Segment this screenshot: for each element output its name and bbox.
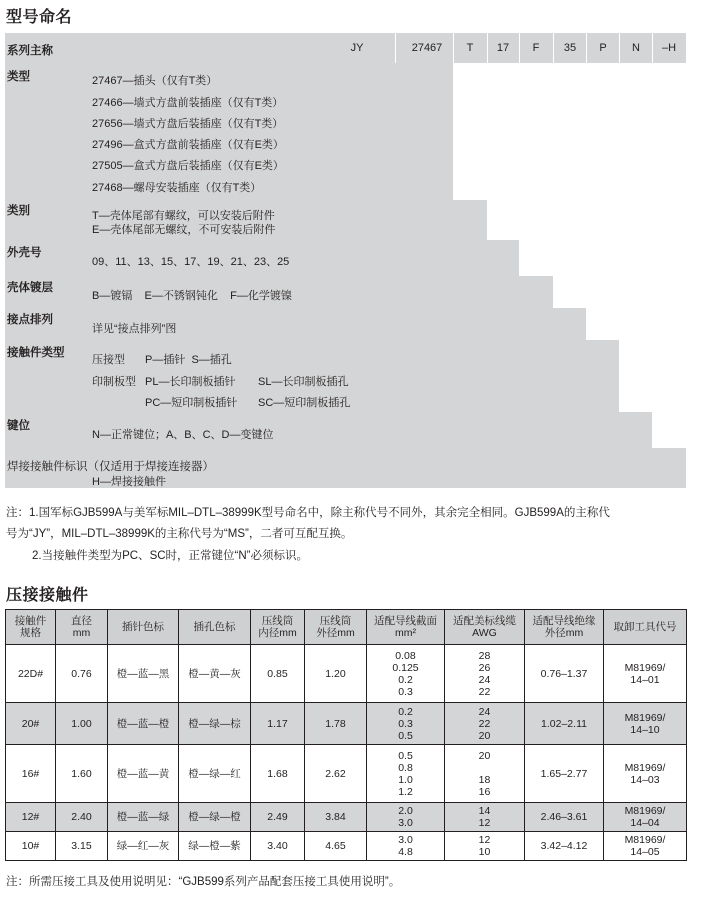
row-label-shell: 外壳号 [7,247,42,259]
cell-socket-color: 绿—橙—紫 [179,832,251,861]
cell-tool [604,832,687,861]
cell-awg-line: 28 [478,649,491,662]
table-row [6,832,687,861]
class-option: E—壳体尾部无螺纹，不可安装后附件 [92,224,276,236]
key-options: N—正常键位；A、B、C、D—变键位 [92,429,274,441]
cell-wire-section-line: 0.5 [398,749,413,762]
cell-awg-line: 10 [478,846,491,858]
code-divider [652,33,653,63]
class-option: T—壳体尾部有螺纹，可以安装后附件 [92,210,275,222]
cell-wire-section-line: 3.0 [398,834,413,846]
cell-awg-line: 22 [478,717,491,730]
header-line: 接触件 [14,615,47,627]
cell-wire-section-line: 2.0 [398,805,413,817]
code-divider [619,33,620,63]
cell-socket-color: 橙—黄—灰 [179,645,251,703]
cell-diameter: 0.76 [56,645,108,703]
cell-tool-line: 14–04 [630,817,660,829]
cell-barrel-inner: 1.68 [251,745,305,803]
header-socket-color: 插孔色标 [179,610,251,645]
header-line: 外径mm [316,627,355,639]
cell-barrel-inner: 1.17 [251,703,305,745]
cell-barrel-inner: 3.40 [251,832,305,861]
cell-wire-section-line: 0.8 [398,761,413,774]
code-key: N [632,42,640,54]
cell-awg [445,645,525,703]
cell-barrel-outer: 4.65 [305,832,367,861]
cell-awg-line: 16 [478,785,491,798]
code-divider [586,33,587,63]
crimp-note: 注：所需压接工具及使用说明见：“GJB599系列产品配套压接工具使用说明”。 [6,876,401,888]
cell-tool-line: 14–05 [630,846,660,858]
type-option: 27496—盒式方盘前装插座（仅有E类） [92,139,284,151]
contact-sc: SC—短印制板插孔 [258,397,351,409]
type-option: 27656—墙式方盘后装插座（仅有T类） [92,118,284,130]
code-divider [553,33,554,63]
cell-insulation: 0.76–1.37 [525,645,604,703]
naming-heading: 型号命名 [6,9,73,26]
contact-pcb-label: 印制板型 [92,376,136,388]
header-spec [6,610,56,645]
code-arrangement: 35 [563,42,577,54]
header-line: 适配导线截面 [374,615,437,627]
naming-note-2: 2.当接触件类型为PC、SC时，正常键位“N”必须标识。 [32,550,309,562]
cell-wire-section-line: 0.125 [392,661,419,674]
header-wire-section [367,610,445,645]
cell-awg-line: 12 [478,817,491,829]
cell-pin-color: 绿—红—灰 [108,832,179,861]
row-label-plating: 壳体镀层 [7,282,53,294]
cell-diameter: 1.00 [56,703,108,745]
row-label-key: 键位 [7,420,30,432]
code-type: 27467 [411,42,443,54]
cell-barrel-outer: 2.62 [305,745,367,803]
cell-awg-line: 20 [478,749,491,762]
header-line: 适配美标线缆 [453,615,516,627]
cell-insulation: 3.42–4.12 [525,832,604,861]
header-line: 规格 [20,627,41,639]
cell-wire-section-line: 0.5 [398,729,413,742]
table-row [6,745,687,803]
cell-insulation: 2.46–3.61 [525,803,604,832]
cell-wire-section-line: 1.0 [398,773,413,786]
cell-awg-line: 24 [478,705,491,718]
header-line: mm² [395,627,416,639]
arrangement-ref: 详见“接点排列”图 [92,323,177,335]
code-divider [519,33,520,63]
cell-spec: 12# [6,803,56,832]
cell-tool [604,745,687,803]
header-line: 压线筒 [261,615,294,627]
contact-crimp-options: P—插针 S—插孔 [145,354,232,366]
type-option: 27467—插头（仅有T类） [92,75,218,87]
table-row [6,645,687,703]
cell-pin-color: 橙—蓝—橙 [108,703,179,745]
code-class: T [466,42,474,54]
header-barrel-inner [251,610,305,645]
table-header-row [6,610,687,645]
header-barrel-outer [305,610,367,645]
naming-note-1-cont: 号为“JY”，MIL–DTL–38999K的主称代号为“MS”，二者可互配互换。 [6,528,353,540]
crimp-heading: 压接接触件 [6,587,89,604]
table-row [6,803,687,832]
cell-tool-line: 14–01 [630,673,660,686]
cell-pin-color: 橙—蓝—黄 [108,745,179,803]
header-line: 内径mm [258,627,297,639]
cell-awg-line: 18 [478,773,491,786]
cell-wire-section-line: 4.8 [398,846,413,858]
row-label-contact: 接触件类型 [7,347,65,359]
cell-awg [445,703,525,745]
cell-tool-line: M81969/ [624,711,666,724]
cell-awg [445,832,525,861]
cell-insulation: 1.02–2.11 [525,703,604,745]
header-tool: 取卸工具代号 [604,610,687,645]
cell-wire-section-line: 0.2 [398,673,413,686]
cell-wire-section [367,645,445,703]
solder-option: H—焊接接触件 [92,476,166,488]
type-option: 27505—盒式方盘后装插座（仅有E类） [92,160,284,172]
header-line: 外径mm [544,627,584,639]
header-line: AWG [472,627,497,639]
cell-awg-line: 12 [478,834,491,846]
header-line: mm [72,627,91,639]
cell-barrel-inner: 0.85 [251,645,305,703]
cell-socket-color: 橙—绿—棕 [179,703,251,745]
header-line: 适配导线绝缘 [532,615,596,627]
cell-tool-line: 14–10 [630,723,660,736]
cell-spec: 22D# [6,645,56,703]
cell-spec: 10# [6,832,56,861]
cell-awg-line: 24 [478,673,491,686]
cell-socket-color: 橙—绿—橙 [179,803,251,832]
cell-wire-section-line: 0.3 [398,685,413,698]
contact-sl: SL—长印制板插孔 [258,376,349,388]
table-body [6,645,687,861]
cell-barrel-outer: 1.20 [305,645,367,703]
header-line: 直径 [71,615,92,627]
cell-barrel-outer: 1.78 [305,703,367,745]
cell-tool-line: M81969/ [624,761,666,774]
cell-barrel-inner: 2.49 [251,803,305,832]
cell-barrel-outer: 3.84 [305,803,367,832]
cell-insulation: 1.65–2.77 [525,745,604,803]
cell-spec: 20# [6,703,56,745]
cell-wire-section [367,803,445,832]
cell-wire-section-line: 0.08 [395,649,416,662]
cell-awg-line: 20 [478,729,491,742]
cell-wire-section [367,703,445,745]
header-diameter [56,610,108,645]
row-label-solder: 焊接接触件标识（仅适用于焊接连接器） [7,461,214,473]
cell-awg-line: 26 [478,661,491,674]
shell-sizes: 09、11、13、15、17、19、21、23、25 [92,256,290,268]
cell-diameter: 2.40 [56,803,108,832]
code-divider [487,33,488,63]
cell-socket-color: 橙—绿—红 [179,745,251,803]
cell-diameter: 1.60 [56,745,108,803]
row-label-arrangement: 接点排列 [7,314,53,326]
contact-crimp-label: 压接型 [92,354,125,366]
table-row [6,703,687,745]
cell-pin-color: 橙—蓝—黑 [108,645,179,703]
cell-awg-line: 22 [478,685,491,698]
row-label-class: 类别 [7,205,30,217]
cell-tool [604,703,687,745]
cell-diameter: 3.15 [56,832,108,861]
cell-wire-section [367,745,445,803]
plating-options: B—镀镉 E—不锈钢钝化 F—化学镀镍 [92,290,292,302]
cell-wire-section-line: 1.2 [398,785,413,798]
code-solder: –H [661,42,677,54]
contact-pl: PL—长印制板插针 [145,376,236,388]
type-option: 27468—螺母安装插座（仅有T类） [92,182,262,194]
cell-pin-color: 橙—蓝—绿 [108,803,179,832]
code-plating: F [532,42,540,54]
cell-awg [445,803,525,832]
cell-tool [604,645,687,703]
header-awg [445,610,525,645]
cell-tool-line: 14–03 [630,773,660,786]
cell-awg [445,745,525,803]
type-option: 27466—墙式方盘前装插座（仅有T类） [92,97,284,109]
header-insulation [525,610,604,645]
cell-wire-section-line: 3.0 [398,817,413,829]
cell-tool-line: M81969/ [624,805,666,817]
code-divider [395,33,396,63]
header-line: 压线筒 [319,615,352,627]
code-series: JY [350,42,364,54]
cell-wire-section [367,832,445,861]
crimp-contact-table [5,609,687,861]
cell-tool-line: M81969/ [624,661,666,674]
code-contact: P [599,42,607,54]
cell-awg-line [445,762,524,774]
cell-spec: 16# [6,745,56,803]
naming-note-1: 注：1.国军标GJB599A与美军标MIL–DTL–38999K型号命名中，除主称代号不同外，其余完全相同。GJB599A的主称代 [6,507,610,519]
cell-tool [604,803,687,832]
cell-wire-section-line: 0.3 [398,717,413,730]
contact-pc: PC—短印制板插针 [145,397,238,409]
code-shell: 17 [496,42,510,54]
cell-wire-section-line: 0.2 [398,705,413,718]
cell-tool-line: M81969/ [624,834,666,846]
cell-awg-line: 14 [478,805,491,817]
code-divider [453,33,454,63]
series-label: 系列主称 [7,45,53,57]
row-label-type: 类型 [7,71,30,83]
header-pin-color: 插针色标 [108,610,179,645]
